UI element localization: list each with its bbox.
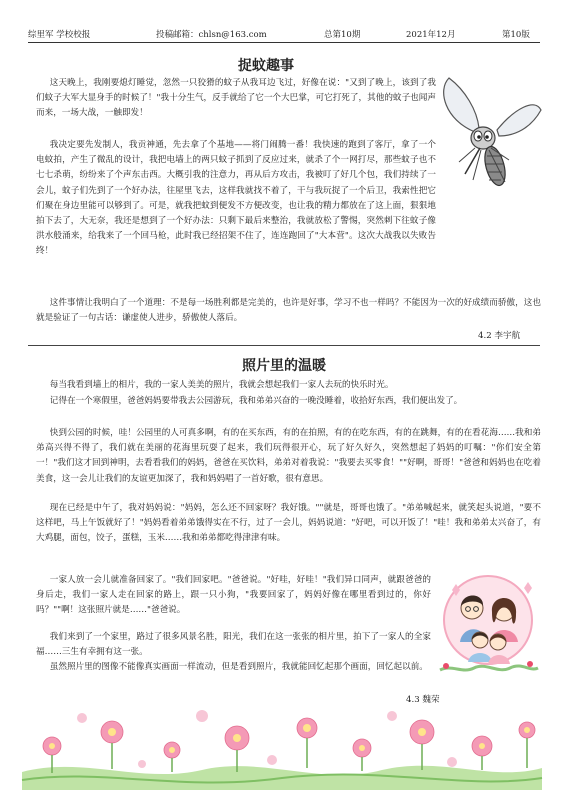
- article1-paragraph-3: 这件事情让我明白了一个道理：不是每一场胜利都是完美的，也许是好事，学习不也一样吗？不能因为一次的好成绩而骄傲，这也就是验证了一句古话：谦虚使人进步，骄傲使人落后。: [36, 298, 541, 324]
- article2-paragraph-4: 现在已经是中午了，我对妈妈说："妈妈，怎么还不回家呀？我好饿。""就是，哥哥也饿了。"弟弟喊起来，就笑起头说道，"要不这样吧，马上午饭就好了！"妈妈看着弟弟饿得实在不行，过了一会儿，妈妈说道："好吧，可以开饭了！"哇！我和弟弟太兴奋了，有大鸡腿，面包，饺子，蛋糕，玉米……我和弟弟都吃得津津有味。: [36, 503, 541, 544]
- article1-author: 4.2 李宇航: [478, 331, 521, 341]
- section-divider: [28, 345, 540, 346]
- mosquito-illustration: [435, 70, 545, 200]
- newspaper-header: [28, 28, 540, 43]
- paper-name: 综里军 学校校报: [28, 30, 91, 40]
- article2-author: 4.3 魏荣: [406, 695, 440, 705]
- floral-border-decoration: [22, 702, 542, 790]
- article2-paragraph-3: 快到公园的时候，哇！公园里的人可真多啊，有的在买东西，有的在拍照，有的在吃东西，有的在跳舞，有的在看花海……我和弟弟高兴得不得了，我们就在美丽的花海里玩耍了起来，我们玩得很开心，玩了好久好久，突然想起了妈妈的叮嘱："你们安全第一！"我们这才回到神明，去看看我们的妈妈，爸爸在买饮料，弟弟对着我说："我要去买零食！""好啊，哥哥！"爸爸和妈妈也在吃着美食，这一会儿让我们的友谊更加深了，我和妈妈唱了一首好歌，很有意思。: [36, 428, 541, 484]
- article2-paragraph-7: 虽然照片里的图像不能像真实画面一样流动，但是看到照片，我就能回忆起那个画面，回忆起以前。: [49, 662, 428, 672]
- edition-number: 第10版: [502, 30, 530, 40]
- article1-paragraph-2: 我决定要先发制人，我贡神通，先去拿了个基地——将门闹腾一番！我快速的跑到了客厅，拿了一个电蚊拍，产生了微乱的设计，我把电墙上的两只蚊子抓到了反应过来，就杀了个一网打尽，那些蚊子也不七七杀萌，纷纷来了个声东击西。大概引我的注意力，再从后方攻击，我被叮了好几个包，我们持续了一会儿，蚊子们先到了一个好办法，往屋里飞去，这样我就找不着了，干与我玩捉了一个后卫，我索性把它们聚在身边里能可以够到了。可是，就我把蚊到便发不方便改变，也让我的精力都放在了这上面，狠狠地拍下去了，大无奈，我还是想到了一个好办法：只剩下最后来整治，我就放松了警惕，突然刺下往蚊子像洪水般涌来，给我来了一个回马枪，此时我已经招架不住了，连连跑回了"大本营"。这次大战我以失败告终！: [36, 140, 436, 257]
- article1-paragraph-1: 这天晚上，我刚要熄灯睡觉，忽然一只狡猾的蚊子从我耳边飞过，好像在说："又到了晚上，该到了我们蚊子大军大显身手的时候了！"我十分生气，反手就给了它一个大巴掌，可它打死了，其他的蚊子也闻声而来，一场大战，一触即发！: [36, 78, 436, 119]
- article2-paragraph-6: 我们来到了一个家里，路过了很多风景名胜，阳光，我们在这一张张的相片里，拍下了一家人的全家福……三生有幸拥有这一张。: [36, 632, 431, 658]
- family-photo-illustration: [432, 570, 544, 680]
- article2-paragraph-2: 记得在一个寒假里，爸爸妈妈要带我去公园游玩，我和弟弟兴奋的一晚没睡着，收拾好东西，我们便出发了。: [49, 396, 463, 406]
- article2-paragraph-5: 一家人放一会儿就准备回家了。"我们回家吧。"爸爸说。"好哇，好哇！"我们异口同声，就跟爸爸的身后走，我们一家人走在回家的路上，跟一只小狗，"我要回家了，妈妈好像在哪里看到过的，你好吗？""啊！这张照片就是……"爸爸说。: [36, 575, 431, 616]
- issue-date: 2021年12月: [406, 30, 456, 40]
- contact-email: 投稿邮箱：chlsn@163.com: [156, 30, 267, 40]
- article1-title: 捉蚊趣事: [238, 58, 294, 74]
- article2-paragraph-1: 每当我看到墙上的相片，我的一家人美美的照片，我就会想起我们一家人去玩的快乐时光。: [49, 380, 394, 390]
- issue-number: 总第10期: [324, 30, 361, 40]
- article2-title: 照片里的温暖: [242, 358, 326, 374]
